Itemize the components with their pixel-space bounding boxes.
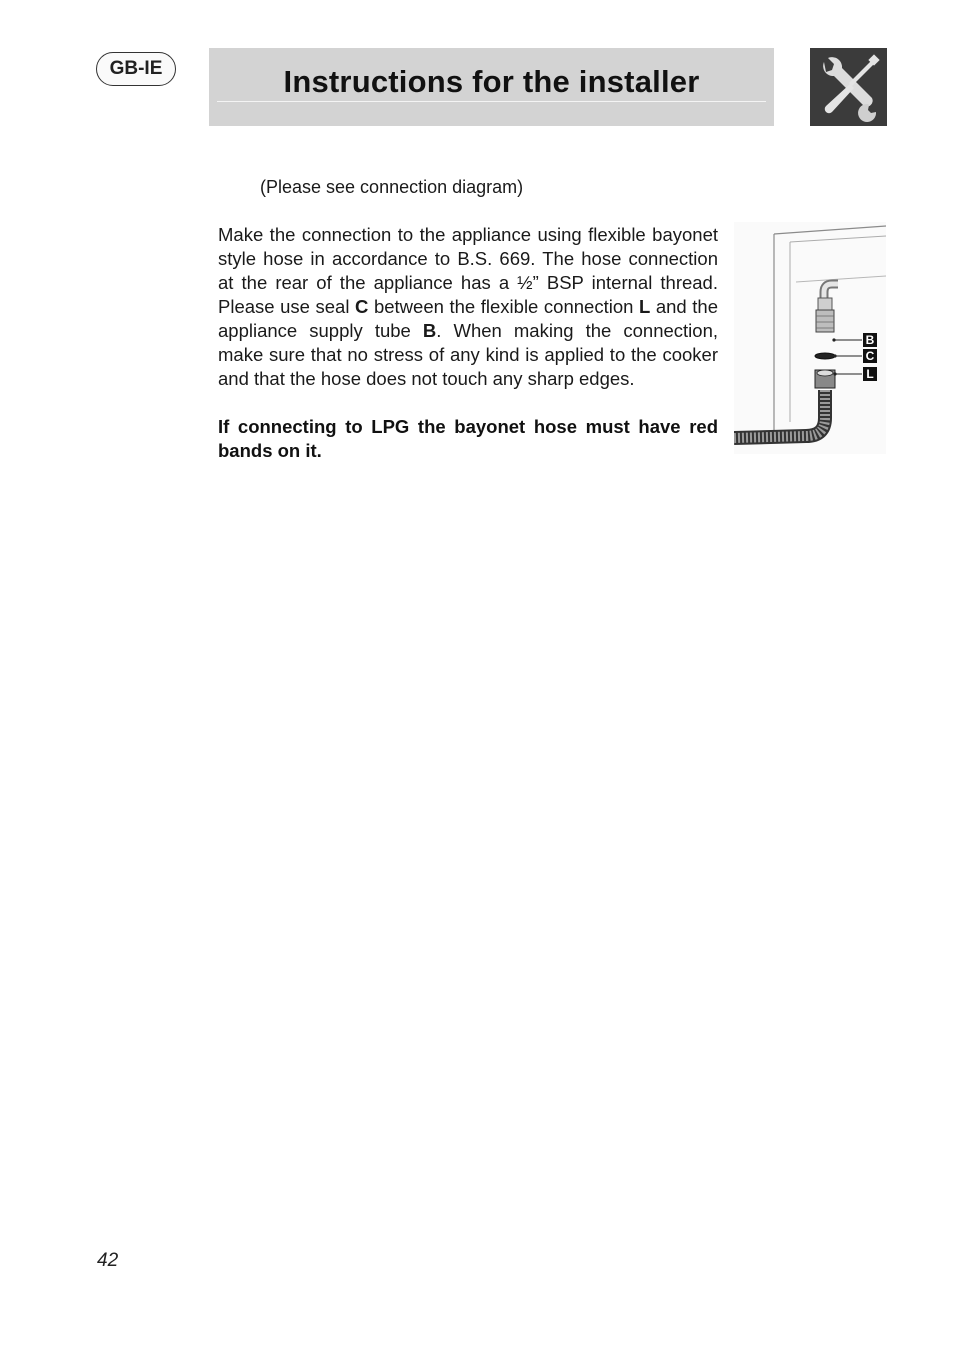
label-tube-b: B [422,320,437,341]
diagram-label-l: L [863,367,877,381]
diagram-label-b: B [863,333,877,347]
text-segment: between the flexible connection [368,296,639,317]
see-diagram-note: (Please see connection diagram) [260,177,524,197]
instruction-paragraph [218,223,718,391]
lpg-warning: If connecting to LPG the bayonet hose must have red bands on it. [218,416,718,461]
diagram-label-c: C [863,349,877,363]
label-seal-c: C [355,296,369,317]
page-number: 42 [97,1250,119,1271]
connection-instructions [218,223,718,391]
region-badge: GB-IE [96,52,176,86]
screwdriver-wrench-icon [810,48,887,126]
text-segment: and the appliance supply tube [218,296,718,341]
connection-diagram [734,222,886,454]
title-divider [217,101,766,102]
text-segment: . When making the connection, make sure that no stress of any kind is applied to the cooker and that the hose does not touch any sharp edges. [218,320,719,389]
header-title-bar [209,48,774,126]
label-connection-l: L [638,296,651,317]
page-title: Instructions for the installer [283,64,700,99]
text-segment: Make the connection to the appliance using flexible bayonet style hose in accordance to B.S. 669. The hose connection at the rear of the appliance has a ½” BSP internal thread. Please use seal [218,224,718,317]
